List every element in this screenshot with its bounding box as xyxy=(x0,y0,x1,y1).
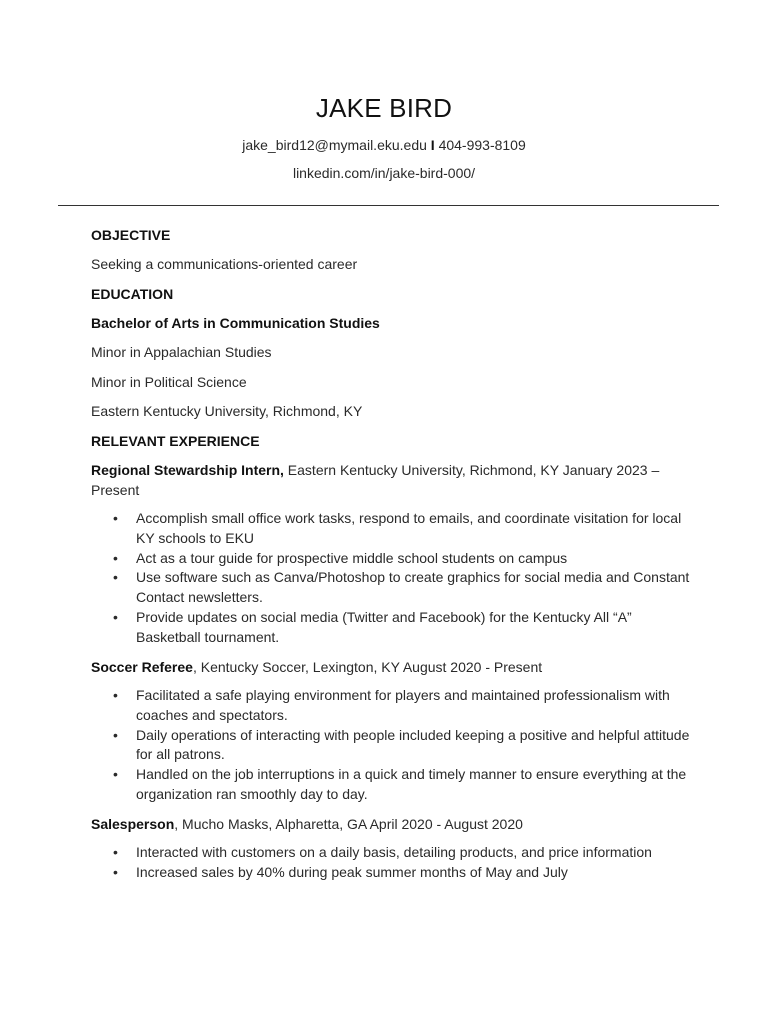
bullet-item: • Increased sales by 40% during peak summer months of May and July xyxy=(91,863,691,883)
bullet-dot-icon: • xyxy=(113,549,118,566)
bullet-item: • Act as a tour guide for prospective middle school students on campus xyxy=(91,549,691,569)
job-title: Regional Stewardship Intern, xyxy=(91,461,284,478)
contact-line-email-phone xyxy=(0,137,768,153)
bullet-item: • Accomplish small office work tasks, respond to emails, and coordinate visitation for local KY schools to EKU xyxy=(113,510,682,546)
job-bullets xyxy=(91,686,691,805)
contact-separator: I xyxy=(430,137,435,153)
experience-heading: RELEVANT EXPERIENCE xyxy=(91,432,260,449)
bullet-dot-icon: • xyxy=(113,766,118,783)
bullet-dot-icon: • xyxy=(113,844,118,861)
linkedin-text: linkedin.com/in/jake-bird-000/ xyxy=(292,165,476,181)
resume-body xyxy=(91,225,691,892)
bullet-dot-icon: • xyxy=(113,510,118,526)
bullet-dot-icon: • xyxy=(113,726,118,743)
job-details: , Kentucky Soccer, Lexington, KY August 2020 - Present xyxy=(192,658,543,675)
bullet-dot-icon: • xyxy=(113,569,118,586)
bullet-item: • Facilitated a safe playing environment for players and maintained professionalism with coaches and spectators. xyxy=(113,687,670,723)
school-text: Eastern Kentucky University, Richmond, KY xyxy=(91,403,363,419)
bullet-dot-icon: • xyxy=(113,864,118,881)
objective-heading: OBJECTIVE xyxy=(91,227,171,243)
header-divider xyxy=(58,205,719,206)
minor-political-science: Minor in Political Science xyxy=(91,373,247,390)
bullet-item: • Daily operations of interacting with people included keeping a positive and helpful attitude for all patrons. xyxy=(113,726,690,763)
bullet-item: • Provide updates on social media (Twitter and Facebook) for the Kentucky All “A” Basketball tournament. xyxy=(113,608,632,645)
job-details: , Mucho Masks, Alpharetta, GA April 2020 - August 2020 xyxy=(174,815,523,832)
job-header xyxy=(91,657,691,677)
resume-name: JAKE BIRD xyxy=(315,93,453,123)
job-header xyxy=(91,460,691,500)
education-heading: EDUCATION xyxy=(91,285,174,302)
bullet-dot-icon: • xyxy=(113,608,118,625)
job-title: Soccer Referee xyxy=(91,658,193,675)
job-header xyxy=(91,814,691,834)
bullet-dot-icon: • xyxy=(113,687,118,704)
bullet-item: • Handled on the job interruptions in a quick and timely manner to ensure everything at the organization ran smoothly day to day. xyxy=(113,766,687,803)
job-details: Eastern Kentucky University, Richmond, KY January 2023 – Present xyxy=(91,461,660,498)
email-text: jake_bird12@mymail.eku.edu xyxy=(242,137,427,153)
degree-text: Bachelor of Arts in Communication Studies xyxy=(91,314,380,331)
job-title: Salesperson xyxy=(91,815,175,832)
bullet-item: • Interacted with customers on a daily basis, detailing products, and price information xyxy=(91,843,691,863)
phone-text: 404-993-8109 xyxy=(438,137,526,153)
job-bullets xyxy=(91,509,691,648)
bullet-item: • Use software such as Canva/Photoshop to create graphics for social media and Constant Contact newsletters. xyxy=(113,569,690,606)
objective-text: Seeking a communications-oriented career xyxy=(91,256,358,272)
job-bullets xyxy=(91,843,691,883)
minor-appalachian: Minor in Appalachian Studies xyxy=(91,344,272,360)
